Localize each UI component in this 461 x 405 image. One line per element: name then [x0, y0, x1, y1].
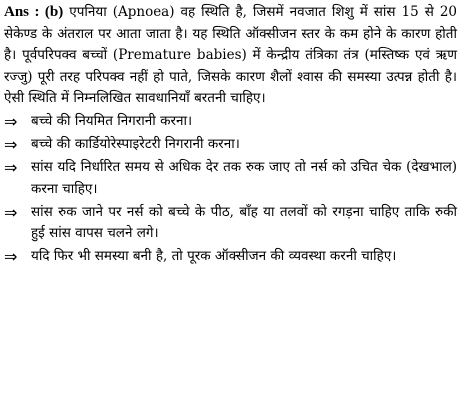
list-item-text: सांस रुक जाने पर नर्स को बच्चे के पीठ, बाँह या तलवों को रगड़ना चाहिए ताकि रुकी हुई सांस वापस चलने लगे।	[31, 203, 457, 241]
list-item-text: बच्चे की नियमित निगरानी करना।	[31, 113, 193, 129]
list-item	[4, 134, 457, 156]
precautions-list	[4, 111, 457, 268]
list-item	[4, 157, 457, 200]
double-arrow-icon: ⇒	[4, 135, 18, 154]
list-item-text: बच्चे की कार्डियोरेस्पाइरेटरी निगरानी करना।	[31, 136, 240, 152]
answer-intro-text: एपनिया (Apnoea) वह स्थिति है, जिसमें नवजात शिशु में सांस 15 से 20 सेकेण्ड के अंतराल पर आता जाता है। यह स्थिति ऑक्सीजन स्तर के कम होने के कारण होती है। पूर्वपरिपक्व बच्चों (Premature babies) में केन्द्रीय तंत्रिका तंत्र (मस्तिष्क एवं ऋण रज्जु) पूरी तरह परिपक्व नहीं हो पाते, जिसके कारण शैलों श्वास की समस्या उत्पन्न होती है। ऐसी स्थिति में निम्नलिखित सावधानियाँ बरतनी चाहिए।	[4, 4, 457, 106]
list-item	[4, 111, 457, 133]
double-arrow-icon: ⇒	[4, 158, 18, 177]
answer-intro-paragraph	[4, 2, 457, 110]
list-item-text: यदि फिर भी समस्या बनी है, तो पूरक ऑक्सीजन की व्यवस्था करनी चाहिए।	[31, 248, 397, 264]
list-item	[4, 246, 457, 268]
double-arrow-icon: ⇒	[4, 202, 18, 222]
list-item	[4, 202, 457, 245]
double-arrow-icon: ⇒	[4, 112, 18, 131]
double-arrow-icon: ⇒	[4, 247, 18, 266]
list-item-text: सांस यदि निर्धारित समय से अधिक देर तक रुक जाए तो नर्स को उचित चेक (देखभाल) करना चाहिए।	[31, 159, 457, 197]
answer-label: Ans : (b)	[4, 4, 64, 20]
